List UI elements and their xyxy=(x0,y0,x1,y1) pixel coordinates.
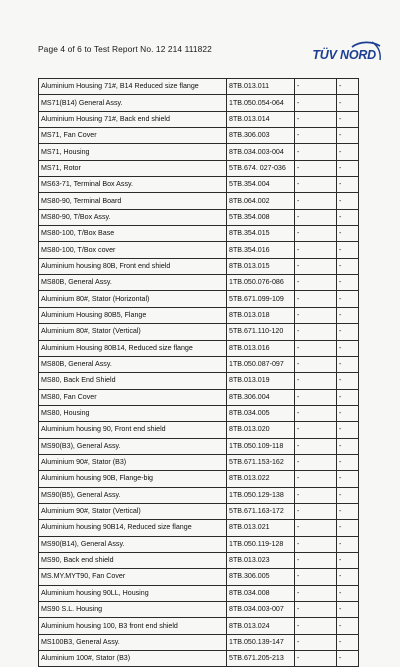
column4-cell: - xyxy=(337,454,359,470)
table-row xyxy=(39,422,359,438)
column3-cell: - xyxy=(295,552,337,568)
part-number-cell: 1TB.050.139-147 xyxy=(227,634,295,650)
column3-cell: - xyxy=(295,79,337,95)
part-number-cell: 8TB.013.015 xyxy=(227,258,295,274)
description-cell: MS80, Fan Cover xyxy=(39,389,227,405)
column4-cell: - xyxy=(337,503,359,519)
part-number-cell: 5TB.674. 027-036 xyxy=(227,160,295,176)
description-cell: Aluminium 100#, Stator (B3) xyxy=(39,651,227,667)
column4-cell: - xyxy=(337,602,359,618)
parts-table-body xyxy=(39,79,359,667)
part-number-cell: 5TB.671.205-213 xyxy=(227,651,295,667)
description-cell: MS71, Fan Cover xyxy=(39,128,227,144)
column3-cell: - xyxy=(295,144,337,160)
table-row xyxy=(39,651,359,667)
part-number-cell: 8TB.306.004 xyxy=(227,389,295,405)
table-row xyxy=(39,454,359,470)
column4-cell: - xyxy=(337,226,359,242)
table-row xyxy=(39,536,359,552)
description-cell: Aluminium 90#, Stator (B3) xyxy=(39,454,227,470)
table-row xyxy=(39,111,359,127)
part-number-cell: 8TB.354.016 xyxy=(227,242,295,258)
description-cell: Aluminium housing 100, B3 front end shield xyxy=(39,618,227,634)
table-row xyxy=(39,307,359,323)
table-row xyxy=(39,602,359,618)
column3-cell: - xyxy=(295,209,337,225)
description-cell: MS63-71, Terminal Box Assy. xyxy=(39,177,227,193)
column3-cell: - xyxy=(295,193,337,209)
column4-cell: - xyxy=(337,373,359,389)
description-cell: Aluminium Housing 71#, B14 Reduced size flange xyxy=(39,79,227,95)
table-row xyxy=(39,193,359,209)
part-number-cell: 8TB.013.023 xyxy=(227,552,295,568)
table-row xyxy=(39,95,359,111)
table-row xyxy=(39,226,359,242)
description-cell: Aluminium housing 90B, Flange-big xyxy=(39,471,227,487)
column4-cell: - xyxy=(337,111,359,127)
part-number-cell: 8TB.306.005 xyxy=(227,569,295,585)
column4-cell: - xyxy=(337,520,359,536)
part-number-cell: 1TB.050.119-128 xyxy=(227,536,295,552)
column4-cell: - xyxy=(337,242,359,258)
description-cell: MS71, Housing xyxy=(39,144,227,160)
part-number-cell: 5TB.671.099-109 xyxy=(227,291,295,307)
part-number-cell: 1TB.050.054-064 xyxy=(227,95,295,111)
description-cell: MS80B, General Assy. xyxy=(39,356,227,372)
table-row xyxy=(39,438,359,454)
part-number-cell: 8TB.013.020 xyxy=(227,422,295,438)
table-row xyxy=(39,373,359,389)
column3-cell: - xyxy=(295,111,337,127)
column3-cell: - xyxy=(295,536,337,552)
description-cell: Aluminium Housing 80B5, Flange xyxy=(39,307,227,323)
column3-cell: - xyxy=(295,226,337,242)
column3-cell: - xyxy=(295,291,337,307)
table-row xyxy=(39,585,359,601)
column4-cell: - xyxy=(337,422,359,438)
description-cell: MS80, Housing xyxy=(39,405,227,421)
part-number-cell: 1TB.050.129-138 xyxy=(227,487,295,503)
column4-cell: - xyxy=(337,258,359,274)
table-row xyxy=(39,160,359,176)
part-number-cell: 5TB.671.153-162 xyxy=(227,454,295,470)
column4-cell: - xyxy=(337,307,359,323)
column4-cell: - xyxy=(337,291,359,307)
column3-cell: - xyxy=(295,160,337,176)
column3-cell: - xyxy=(295,602,337,618)
column3-cell: - xyxy=(295,422,337,438)
column3-cell: - xyxy=(295,95,337,111)
column3-cell: - xyxy=(295,454,337,470)
description-cell: Aluminium Housing 80B14, Reduced size flange xyxy=(39,340,227,356)
description-cell: MS90(B14), General Assy. xyxy=(39,536,227,552)
part-number-cell: 8TB.013.024 xyxy=(227,618,295,634)
description-cell: MS90 S.L. Housing xyxy=(39,602,227,618)
column3-cell: - xyxy=(295,177,337,193)
column4-cell: - xyxy=(337,471,359,487)
page-title: Page 4 of 6 to Test Report No. 12 214 111822 xyxy=(38,44,212,54)
part-number-cell: 5TB.354.004 xyxy=(227,177,295,193)
table-row xyxy=(39,487,359,503)
description-cell: MS100B3, General Assy. xyxy=(39,634,227,650)
table-row xyxy=(39,552,359,568)
column3-cell: - xyxy=(295,471,337,487)
table-row xyxy=(39,144,359,160)
column4-cell: - xyxy=(337,487,359,503)
table-row xyxy=(39,242,359,258)
column3-cell: - xyxy=(295,503,337,519)
page-header xyxy=(38,40,384,66)
column4-cell: - xyxy=(337,340,359,356)
column3-cell: - xyxy=(295,258,337,274)
description-cell: Aluminium housing 80B, Front end shield xyxy=(39,258,227,274)
table-row xyxy=(39,177,359,193)
table-row xyxy=(39,389,359,405)
column3-cell: - xyxy=(295,651,337,667)
description-cell: Aluminium 80#, Stator (Vertical) xyxy=(39,324,227,340)
table-row xyxy=(39,405,359,421)
description-cell: MS90(B5), General Assy. xyxy=(39,487,227,503)
part-number-cell: 1TB.050.087-097 xyxy=(227,356,295,372)
table-row xyxy=(39,569,359,585)
column3-cell: - xyxy=(295,520,337,536)
column4-cell: - xyxy=(337,356,359,372)
table-row xyxy=(39,209,359,225)
column4-cell: - xyxy=(337,651,359,667)
table-row xyxy=(39,79,359,95)
description-cell: MS90, Back end shield xyxy=(39,552,227,568)
column4-cell: - xyxy=(337,389,359,405)
description-cell: MS80B, General Assy. xyxy=(39,275,227,291)
description-cell: Aluminium housing 90B14, Reduced size flange xyxy=(39,520,227,536)
column3-cell: - xyxy=(295,340,337,356)
column4-cell: - xyxy=(337,79,359,95)
column3-cell: - xyxy=(295,373,337,389)
part-number-cell: 8TB.013.021 xyxy=(227,520,295,536)
table-row xyxy=(39,618,359,634)
parts-table xyxy=(38,78,359,667)
part-number-cell: 8TB.354.015 xyxy=(227,226,295,242)
description-cell: MS80-100, T/Box Base xyxy=(39,226,227,242)
description-cell: MS.MY.MYT90, Fan Cover xyxy=(39,569,227,585)
column3-cell: - xyxy=(295,324,337,340)
part-number-cell: 8TB.034.005 xyxy=(227,405,295,421)
table-row xyxy=(39,340,359,356)
part-number-cell: 5TB.671.163-172 xyxy=(227,503,295,519)
column3-cell: - xyxy=(295,242,337,258)
part-number-cell: 8TB.013.011 xyxy=(227,79,295,95)
column4-cell: - xyxy=(337,177,359,193)
column4-cell: - xyxy=(337,275,359,291)
table-row xyxy=(39,291,359,307)
part-number-cell: 8TB.013.016 xyxy=(227,340,295,356)
description-cell: MS80-90, Terminal Board xyxy=(39,193,227,209)
column3-cell: - xyxy=(295,275,337,291)
description-cell: MS71(B14) General Assy. xyxy=(39,95,227,111)
part-number-cell: 8TB.034.008 xyxy=(227,585,295,601)
column4-cell: - xyxy=(337,405,359,421)
logo-text: TÜV NORD xyxy=(312,48,376,62)
part-number-cell: 1TB.050.076-086 xyxy=(227,275,295,291)
column4-cell: - xyxy=(337,634,359,650)
table-row xyxy=(39,356,359,372)
column4-cell: - xyxy=(337,438,359,454)
table-row xyxy=(39,520,359,536)
description-cell: MS80, Back End Shield xyxy=(39,373,227,389)
table-row xyxy=(39,275,359,291)
part-number-cell: 8TB.064.002 xyxy=(227,193,295,209)
column4-cell: - xyxy=(337,160,359,176)
column3-cell: - xyxy=(295,438,337,454)
table-row xyxy=(39,258,359,274)
column3-cell: - xyxy=(295,389,337,405)
description-cell: Aluminium housing 90, Front end shield xyxy=(39,422,227,438)
part-number-cell: 8TB.013.018 xyxy=(227,307,295,323)
column4-cell: - xyxy=(337,209,359,225)
description-cell: MS80-100, T/Box cover xyxy=(39,242,227,258)
description-cell: Aluminium Housing 71#, Back end shield xyxy=(39,111,227,127)
column4-cell: - xyxy=(337,552,359,568)
column3-cell: - xyxy=(295,128,337,144)
description-cell: MS71, Rotor xyxy=(39,160,227,176)
column3-cell: - xyxy=(295,569,337,585)
column4-cell: - xyxy=(337,193,359,209)
column4-cell: - xyxy=(337,585,359,601)
column4-cell: - xyxy=(337,128,359,144)
part-number-cell: 1TB.050.109-118 xyxy=(227,438,295,454)
column4-cell: - xyxy=(337,569,359,585)
column3-cell: - xyxy=(295,585,337,601)
column3-cell: - xyxy=(295,307,337,323)
column3-cell: - xyxy=(295,487,337,503)
column4-cell: - xyxy=(337,95,359,111)
description-cell: Aluminium housing 90LL, Housing xyxy=(39,585,227,601)
tuv-nord-logo xyxy=(314,40,384,66)
part-number-cell: 8TB.034.003-004 xyxy=(227,144,295,160)
column4-cell: - xyxy=(337,324,359,340)
column4-cell: - xyxy=(337,618,359,634)
part-number-cell: 8TB.306.003 xyxy=(227,128,295,144)
table-row xyxy=(39,634,359,650)
table-row xyxy=(39,503,359,519)
table-row xyxy=(39,324,359,340)
column3-cell: - xyxy=(295,618,337,634)
column4-cell: - xyxy=(337,144,359,160)
part-number-cell: 5TB.354.008 xyxy=(227,209,295,225)
column4-cell: - xyxy=(337,536,359,552)
column3-cell: - xyxy=(295,634,337,650)
description-cell: MS80-90, T/Box Assy. xyxy=(39,209,227,225)
column3-cell: - xyxy=(295,405,337,421)
table-row xyxy=(39,128,359,144)
description-cell: MS90(B3), General Assy. xyxy=(39,438,227,454)
description-cell: Aluminium 90#, Stator (Vertical) xyxy=(39,503,227,519)
part-number-cell: 8TB.013.014 xyxy=(227,111,295,127)
part-number-cell: 5TB.671.110-120 xyxy=(227,324,295,340)
part-number-cell: 8TB.013.022 xyxy=(227,471,295,487)
table-row xyxy=(39,471,359,487)
column3-cell: - xyxy=(295,356,337,372)
description-cell: Aluminium 80#, Stator (Horizontal) xyxy=(39,291,227,307)
part-number-cell: 8TB.013.019 xyxy=(227,373,295,389)
part-number-cell: 8TB.034.003-007 xyxy=(227,602,295,618)
